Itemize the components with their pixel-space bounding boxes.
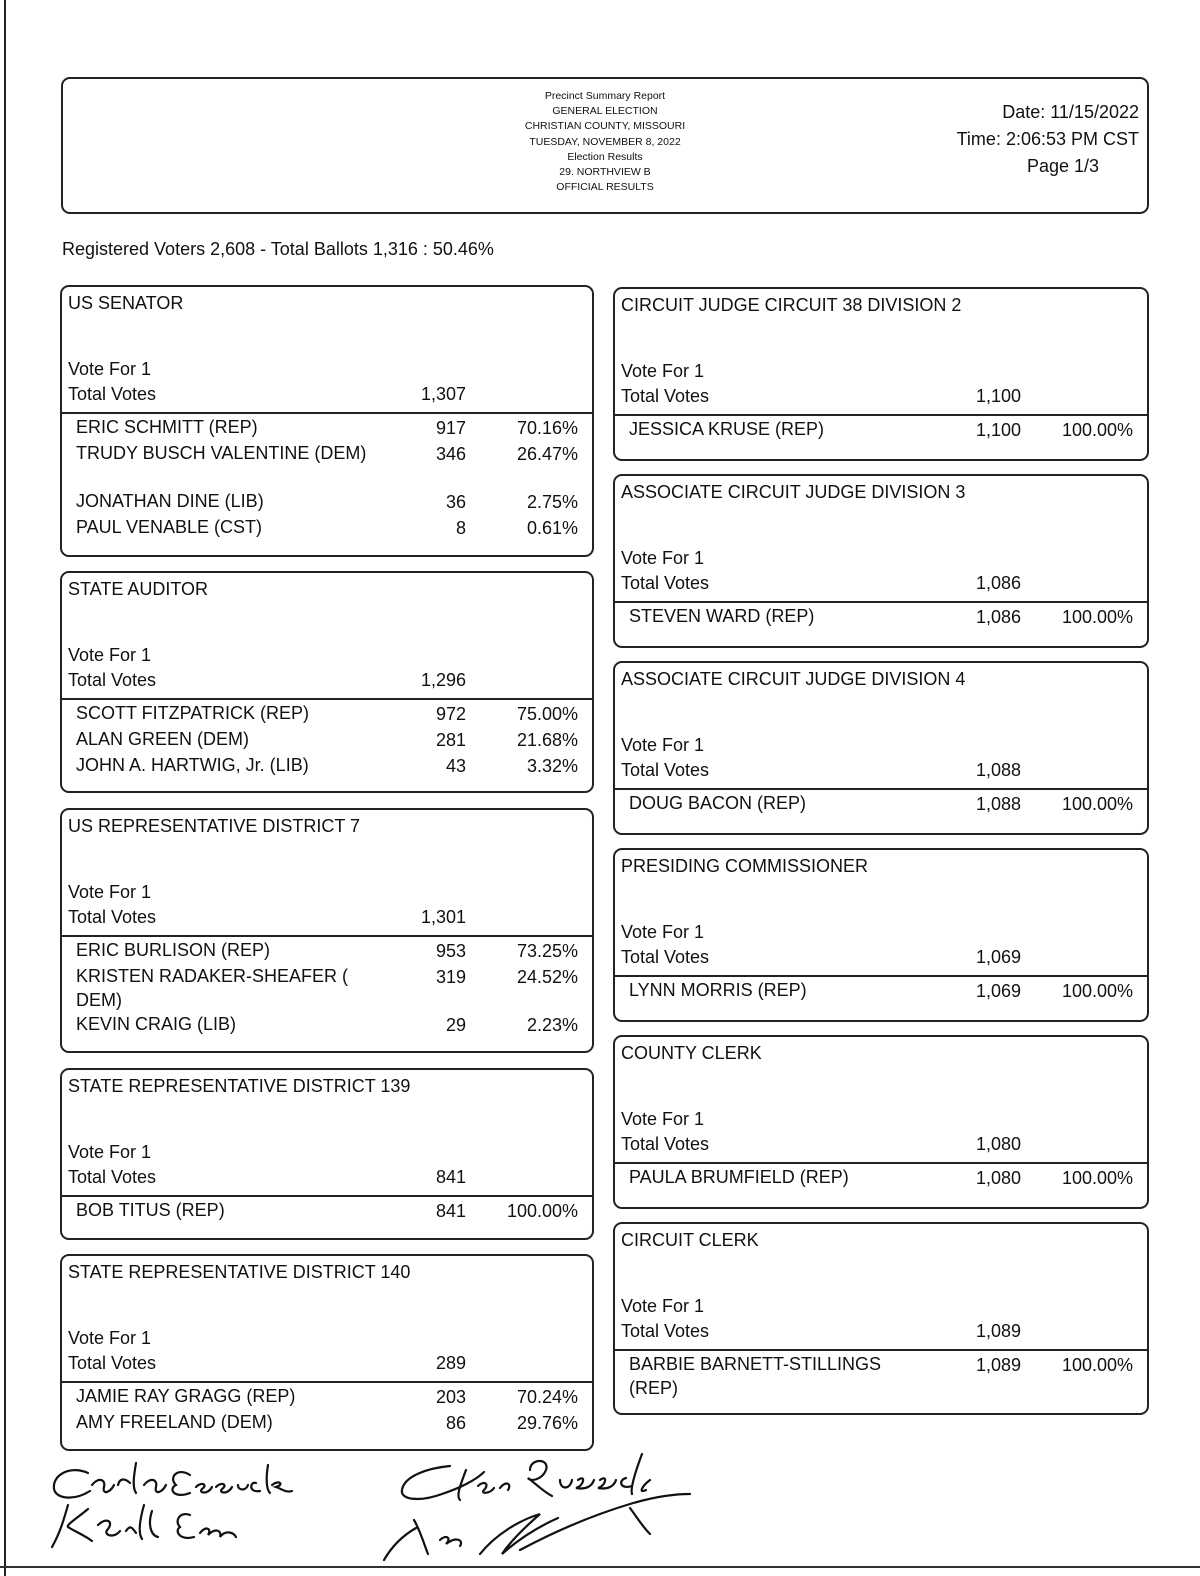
candidate-percent: 70.24%	[516, 1387, 578, 1407]
candidate-name: AMY FREELAND (DEM)	[76, 1412, 273, 1432]
contest-box	[613, 1035, 1149, 1209]
candidate-name: ERIC SCHMITT (REP)	[76, 417, 258, 437]
total-votes-row	[68, 384, 592, 406]
candidate-name: SCOTT FITZPATRICK (REP)	[76, 703, 309, 723]
candidate-votes: 29	[445, 1015, 466, 1035]
candidate-votes: 953	[435, 941, 466, 961]
candidate-name: DOUG BACON (REP)	[629, 793, 807, 813]
contest-title: ASSOCIATE CIRCUIT JUDGE DIVISION 4	[621, 669, 966, 689]
candidate-name: JAMIE RAY GRAGG (REP)	[76, 1386, 296, 1406]
candidate-name: JOHN A. HARTWIG, Jr. (LIB)	[76, 755, 309, 775]
candidate-name: PAULA BRUMFIELD (REP)	[629, 1167, 849, 1187]
candidate-name: ERIC BURLISON (REP)	[76, 940, 271, 960]
scan-edge	[4, 0, 6, 1576]
total-votes-value: 1,086	[975, 573, 1021, 593]
candidate-votes: 1,069	[975, 981, 1021, 1001]
contest-box	[60, 1254, 594, 1451]
candidate-name: KEVIN CRAIG (LIB)	[76, 1014, 237, 1034]
candidate-percent: 21.68%	[516, 730, 578, 750]
divider	[62, 935, 592, 937]
candidate-votes: 972	[435, 704, 466, 724]
candidate-percent: 100.00%	[1061, 1168, 1133, 1188]
divider	[62, 698, 592, 700]
candidate-percent: 100.00%	[1061, 794, 1133, 814]
divider	[615, 1349, 1147, 1351]
contest-box	[613, 474, 1149, 648]
candidate-name: JESSICA KRUSE (REP)	[629, 419, 825, 439]
contest-box	[60, 808, 594, 1053]
divider	[62, 412, 592, 414]
divider	[62, 1195, 592, 1197]
total-votes-label: Total Votes	[621, 386, 710, 406]
candidate-name: BARBIE BARNETT-STILLINGS (REP)	[629, 1354, 882, 1398]
candidate-votes: 43	[445, 756, 466, 776]
total-votes-label: Total Votes	[621, 1134, 710, 1154]
total-votes-row	[621, 760, 1147, 782]
signature-russell	[380, 1450, 700, 1570]
contest-title: CIRCUIT CLERK	[621, 1230, 759, 1250]
candidate-votes: 346	[435, 444, 466, 464]
total-votes-row	[68, 1167, 592, 1189]
results-label: Election Results	[567, 150, 643, 163]
candidate-votes: 1,089	[975, 1355, 1021, 1375]
total-votes-value: 1,089	[975, 1321, 1021, 1341]
candidate-votes: 203	[435, 1387, 466, 1407]
report-time: Time: 2:06:53 PM CST	[956, 129, 1139, 149]
candidate-percent: 24.52%	[516, 967, 578, 987]
official-label: OFFICIAL RESULTS	[556, 181, 654, 194]
total-votes-row	[68, 670, 592, 692]
contest-title: STATE AUDITOR	[68, 579, 209, 599]
total-votes-label: Total Votes	[68, 1353, 157, 1373]
candidate-votes: 841	[435, 1201, 466, 1221]
contest-box	[60, 285, 594, 557]
candidate-name: KRISTEN RADAKER-SHEAFER ( DEM)	[76, 966, 349, 1010]
candidate-name: STEVEN WARD (REP)	[629, 606, 815, 626]
total-votes-label: Total Votes	[621, 760, 710, 780]
candidate-percent: 100.00%	[1061, 607, 1133, 627]
total-votes-label: Total Votes	[621, 1321, 710, 1341]
candidate-percent: 0.61%	[526, 518, 578, 538]
election-name: GENERAL ELECTION	[552, 105, 658, 118]
candidate-name: ALAN GREEN (DEM)	[76, 729, 250, 749]
divider	[615, 788, 1147, 790]
total-votes-row	[621, 1321, 1147, 1343]
report-date: Date: 11/15/2022	[1002, 102, 1139, 122]
candidate-percent: 29.76%	[516, 1413, 578, 1433]
candidate-votes: 1,088	[975, 794, 1021, 814]
candidate-votes: 86	[445, 1413, 466, 1433]
total-votes-value: 289	[435, 1353, 466, 1373]
candidate-votes: 319	[435, 967, 466, 987]
candidate-percent: 73.25%	[516, 941, 578, 961]
report-header	[61, 77, 1149, 214]
candidate-percent: 100.00%	[506, 1201, 578, 1221]
vote-for-label: Vote For 1	[68, 1142, 152, 1162]
report-title: Precinct Summary Report	[544, 90, 666, 102]
candidate-percent: 2.23%	[526, 1015, 578, 1035]
candidate-votes: 1,086	[975, 607, 1021, 627]
candidate-votes: 8	[455, 518, 466, 538]
total-votes-value: 841	[435, 1167, 466, 1187]
turnout-summary: Registered Voters 2,608 - Total Ballots 1,316 : 50.46%	[62, 239, 494, 259]
total-votes-row	[621, 386, 1147, 408]
total-votes-label: Total Votes	[68, 1167, 157, 1187]
contest-title: STATE REPRESENTATIVE DISTRICT 139	[68, 1076, 411, 1096]
total-votes-label: Total Votes	[68, 907, 157, 927]
total-votes-label: Total Votes	[68, 670, 157, 690]
candidate-percent: 100.00%	[1061, 420, 1133, 440]
report-meta	[957, 99, 1139, 180]
candidate-votes: 1,100	[975, 420, 1021, 440]
county-name: CHRISTIAN COUNTY, MISSOURI	[524, 120, 686, 133]
election-date: TUESDAY, NOVEMBER 8, 2022	[529, 135, 681, 148]
candidate-percent: 75.00%	[516, 704, 578, 724]
total-votes-value: 1,307	[420, 384, 466, 404]
candidate-percent: 100.00%	[1061, 981, 1133, 1001]
candidate-name: BOB TITUS (REP)	[76, 1200, 225, 1220]
candidate-percent: 70.16%	[516, 418, 578, 438]
vote-for-label: Vote For 1	[621, 922, 705, 942]
total-votes-value: 1,296	[420, 670, 466, 690]
candidate-votes: 917	[435, 418, 466, 438]
contest-title: COUNTY CLERK	[621, 1043, 762, 1063]
page-number: Page 1/3	[1026, 156, 1099, 176]
contest-box	[613, 1222, 1149, 1415]
contest-title: ASSOCIATE CIRCUIT JUDGE DIVISION 3	[621, 482, 966, 502]
total-votes-row	[621, 573, 1147, 595]
contest-title: US SENATOR	[68, 293, 184, 313]
contest-box	[60, 1068, 594, 1240]
vote-for-label: Vote For 1	[621, 1296, 705, 1316]
candidate-name: PAUL VENABLE (CST)	[76, 517, 263, 537]
total-votes-value: 1,069	[975, 947, 1021, 967]
contest-title: US REPRESENTATIVE DISTRICT 7	[68, 816, 361, 836]
contest-box	[613, 661, 1149, 835]
vote-for-label: Vote For 1	[621, 361, 705, 381]
vote-for-label: Vote For 1	[68, 1328, 152, 1348]
total-votes-label: Total Votes	[621, 947, 710, 967]
contest-box	[60, 571, 594, 793]
total-votes-value: 1,100	[975, 386, 1021, 406]
total-votes-row	[621, 1134, 1147, 1156]
candidate-percent: 100.00%	[1061, 1355, 1133, 1375]
vote-for-label: Vote For 1	[68, 882, 152, 902]
candidate-votes: 281	[435, 730, 466, 750]
vote-for-label: Vote For 1	[68, 359, 152, 379]
candidate-name: JONATHAN DINE (LIB)	[76, 491, 264, 511]
divider	[615, 1162, 1147, 1164]
divider	[615, 601, 1147, 603]
contest-box	[613, 848, 1149, 1022]
total-votes-label: Total Votes	[621, 573, 710, 593]
divider	[62, 1381, 592, 1383]
divider	[615, 975, 1147, 977]
candidate-percent: 3.32%	[526, 756, 578, 776]
contest-box	[613, 287, 1149, 461]
divider	[615, 414, 1147, 416]
candidate-votes: 36	[445, 492, 466, 512]
candidate-votes: 1,080	[975, 1168, 1021, 1188]
total-votes-row	[621, 947, 1147, 969]
total-votes-label: Total Votes	[68, 384, 157, 404]
candidate-percent: 2.75%	[526, 492, 578, 512]
total-votes-value: 1,080	[975, 1134, 1021, 1154]
vote-for-label: Vote For 1	[621, 548, 705, 568]
total-votes-value: 1,301	[420, 907, 466, 927]
candidate-name: LYNN MORRIS (REP)	[629, 980, 807, 1000]
vote-for-label: Vote For 1	[621, 735, 705, 755]
total-votes-row	[68, 907, 592, 929]
candidate-percent: 26.47%	[516, 444, 578, 464]
total-votes-row	[68, 1353, 592, 1375]
contest-title: CIRCUIT JUDGE CIRCUIT 38 DIVISION 2	[621, 295, 962, 315]
signature-carla-essick	[40, 1455, 370, 1565]
candidate-name: TRUDY BUSCH VALENTINE (DEM)	[76, 443, 367, 463]
contest-title: STATE REPRESENTATIVE DISTRICT 140	[68, 1262, 411, 1282]
vote-for-label: Vote For 1	[621, 1109, 705, 1129]
contest-title: PRESIDING COMMISSIONER	[621, 856, 869, 876]
vote-for-label: Vote For 1	[68, 645, 152, 665]
precinct-name: 29. NORTHVIEW B	[559, 166, 651, 179]
total-votes-value: 1,088	[975, 760, 1021, 780]
